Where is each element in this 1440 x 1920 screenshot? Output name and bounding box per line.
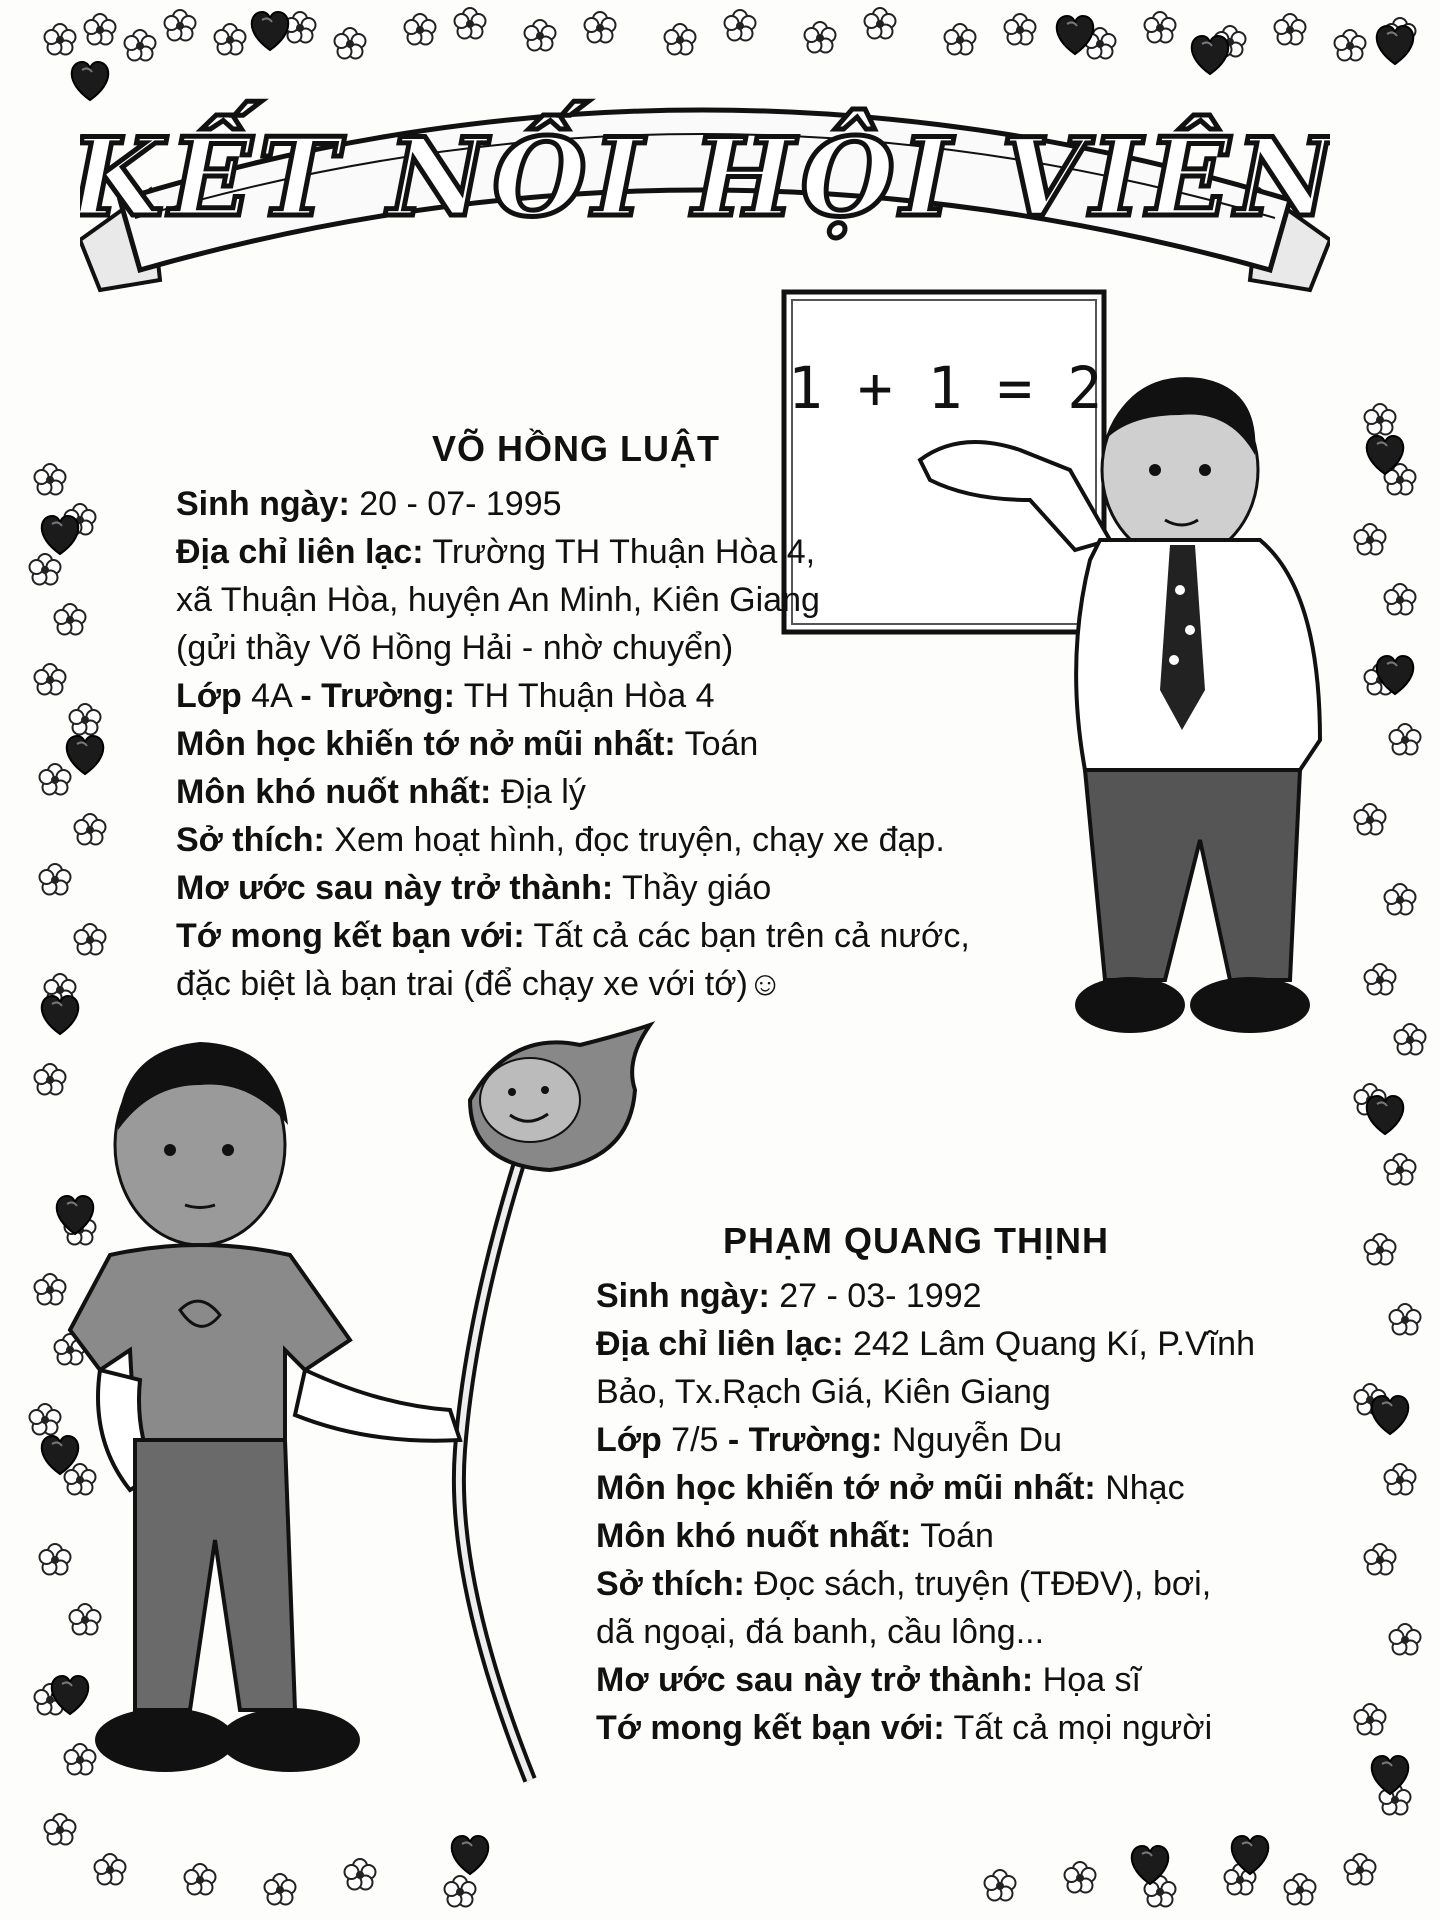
birthday-label: Sinh ngày:	[596, 1277, 770, 1315]
dream-label: Mơ ước sau này trở thành:	[596, 1661, 1034, 1699]
member-profile-2	[596, 1220, 1296, 1752]
hard-subject-value: Địa lý	[500, 773, 586, 811]
title-banner	[80, 40, 1330, 310]
chalkboard-equation: 1 + 1 = 2	[787, 354, 1103, 422]
class-value: 4A	[251, 677, 291, 715]
birthday-row	[596, 1272, 1296, 1320]
hard-subject-label: Môn khó nuốt nhất:	[596, 1517, 912, 1555]
address-line-1: 242 Lâm Quang Kí, P.Vĩnh	[852, 1325, 1255, 1363]
hobby-label: Sở thích:	[176, 821, 325, 859]
school-label: Trường:	[748, 1421, 883, 1459]
member-name: PHẠM QUANG THỊNH	[723, 1220, 1109, 1261]
boy-with-flower-illustration	[50, 1020, 670, 1870]
dream-row	[596, 1656, 1296, 1704]
hard-subject-row	[176, 768, 1056, 816]
friend-value: Tất cả các bạn trên cả nước,	[533, 917, 970, 955]
friend-value: Tất cả mọi người	[953, 1709, 1213, 1747]
address-line-3: (gửi thầy Võ Hồng Hải - nhờ chuyển)	[176, 629, 734, 667]
dream-value: Họa sĩ	[1042, 1661, 1141, 1699]
birthday-row	[176, 480, 1056, 528]
address-row	[596, 1320, 1296, 1368]
favorite-subject-label: Môn học khiến tớ nở mũi nhất:	[176, 725, 676, 763]
class-school-row: Lớp 7/5 - Trường: Nguyễn Du	[596, 1421, 1063, 1459]
dream-label: Mơ ước sau này trở thành:	[176, 869, 614, 907]
school-value: Nguyễn Du	[891, 1421, 1063, 1459]
class-school-row: Lớp 4A - Trường: TH Thuận Hòa 4	[176, 677, 715, 715]
hobby-label: Sở thích:	[596, 1565, 745, 1603]
friend-label: Tớ mong kết bạn với:	[176, 917, 525, 955]
class-label: Lớp	[176, 677, 242, 715]
class-label: Lớp	[596, 1421, 662, 1459]
hard-subject-row	[596, 1512, 1296, 1560]
address-line-2: xã Thuận Hòa, huyện An Minh, Kiên Giang	[176, 581, 820, 619]
address-line-1: Trường TH Thuận Hòa 4,	[432, 533, 816, 571]
friend-row	[176, 912, 1056, 960]
favorite-subject-row	[596, 1464, 1296, 1512]
birthday-value: 20 - 07- 1995	[359, 485, 562, 523]
address-label: Địa chỉ liên lạc:	[176, 533, 424, 571]
birthday-label: Sinh ngày:	[176, 485, 350, 523]
hard-subject-value: Toán	[920, 1517, 994, 1555]
hobby-line-2: dã ngoại, đá banh, cầu lông...	[596, 1613, 1045, 1651]
address-row	[176, 528, 1056, 576]
friend-label: Tớ mong kết bạn với:	[596, 1709, 945, 1747]
favorite-subject-row	[176, 720, 1056, 768]
member-name: VÕ HỒNG LUẬT	[432, 428, 720, 469]
page-title: KẾT NỐI HỘI VIÊN	[80, 115, 1330, 241]
address-label: Địa chỉ liên lạc:	[596, 1325, 844, 1363]
school-label: Trường:	[321, 677, 455, 715]
favorite-subject-value: Nhạc	[1105, 1469, 1185, 1507]
dream-row	[176, 864, 1056, 912]
class-value: 7/5	[671, 1421, 719, 1459]
friend-row	[596, 1704, 1296, 1752]
hard-subject-label: Môn khó nuốt nhất:	[176, 773, 492, 811]
school-value: TH Thuận Hòa 4	[463, 677, 715, 715]
dream-value: Thầy giáo	[622, 869, 772, 907]
address-line-2: Bảo, Tx.Rạch Giá, Kiên Giang	[596, 1373, 1051, 1411]
member-profile-1	[176, 428, 1056, 1008]
friend-line-2: đặc biệt là bạn trai (để chạy xe với tớ)☺	[176, 965, 783, 1003]
birthday-value: 27 - 03- 1992	[779, 1277, 982, 1315]
hobby-row	[176, 816, 1056, 864]
hobby-row	[596, 1560, 1296, 1608]
favorite-subject-value: Toán	[684, 725, 759, 763]
favorite-subject-label: Môn học khiến tớ nở mũi nhất:	[596, 1469, 1096, 1507]
hobby-value: Xem hoạt hình, đọc truyện, chạy xe đạp.	[334, 821, 945, 859]
hobby-value: Đọc sách, truyện (TĐĐV), bơi,	[754, 1565, 1212, 1603]
